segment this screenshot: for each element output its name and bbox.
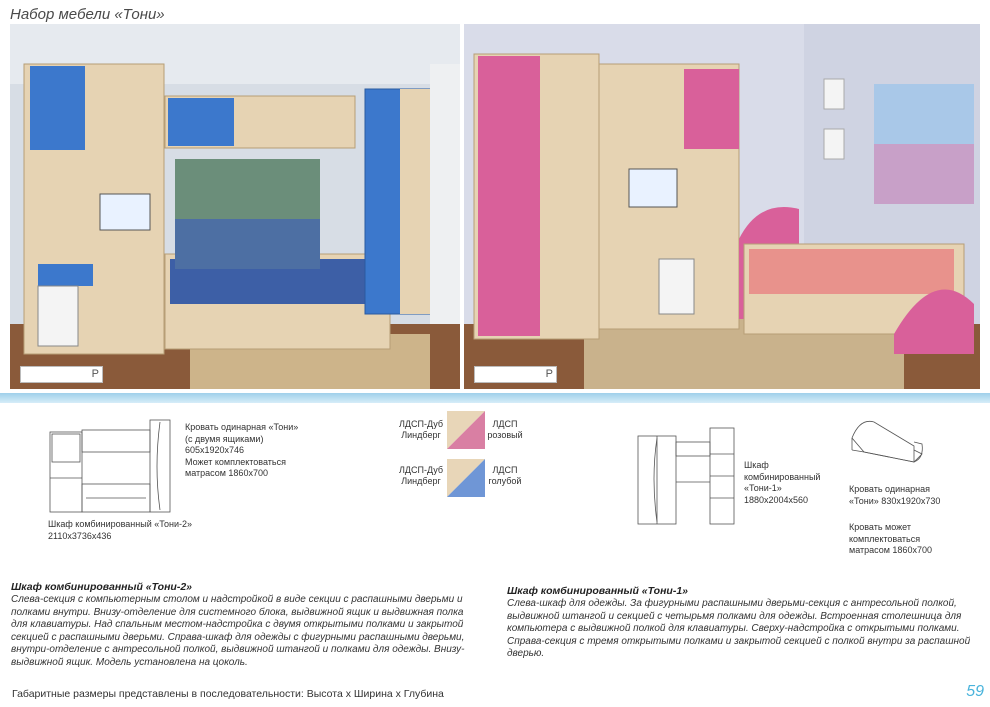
swatch-label-pink: ЛДСП розовый: [487, 419, 523, 440]
swatch-label-oak: ЛДСП-Дуб Линдберг: [398, 465, 443, 486]
divider-band: [0, 393, 990, 403]
toni1-drawing: [636, 424, 740, 528]
page-title: Набор мебели «Тони»: [10, 6, 165, 23]
toni1-description-body: Слева-шкаф для одежды. За фигурными распашными дверьми-секция с антресольной полкой, выдвижной штангой и секцией с четырьмя полками для одежды. Встроенная столешница для компьютера с выдвижной полкой для клавиатуры. Сверху-надстройка с открытыми полками. Справа-секция с тремя открытыми полками и закрытой секцией с полкой внутри за распашной дверью.: [507, 598, 971, 659]
toni1-spec: Шкаф комбинированный «Тони-1» 1880х2004х560: [744, 460, 821, 505]
price-box: P: [474, 366, 557, 383]
swatch-label-blue: ЛДСП голубой: [488, 465, 522, 486]
toni2-description-body: Слева-секция с компьютерным столом и надстройкой в виде секции с распашными дверьми и полками внутри. Внизу-отделение для системного блока, выдвижной ящик и выдвижная полка для клавиатуры. Над спальным местом-надстройка с двумя открытыми полками и закрытой секцией с распашными дверьми. Справа-шкаф для одежды с фигурными распашными дверьми, внутри-отделение с антресольной полкой, выдвижной штангой и полками для одежды. Внизу-выдвижной ящик. Модель установлена на цоколь.: [11, 594, 465, 668]
toni1-description-title: Шкаф комбинированный «Тони-1»: [507, 585, 689, 597]
dimensions-note: Габаритные размеры представлены в последовательности: Высота х Ширина х Глубина: [12, 688, 444, 700]
toni-bed-spec: Кровать одинарная «Тони» (с двумя ящиками) 605х1920х746 Может комплектоваться матрасом 1860х700: [185, 422, 299, 478]
toni2-room-photo: [10, 24, 460, 389]
page-number: 59: [966, 683, 984, 700]
swatch-oak-pink: [447, 411, 485, 449]
bed-mattress-note: Кровать может комплектоваться матрасом 1860х700: [849, 522, 932, 555]
swatch-oak-blue: [447, 459, 485, 497]
toni2-description-title: Шкаф комбинированный «Тони-2»: [11, 581, 193, 593]
toni1-description: [507, 585, 982, 661]
toni1-room-photo: [464, 24, 980, 389]
toni2-description: [11, 581, 476, 669]
single-bed-drawing: [848, 416, 928, 478]
toni2-drawing: [46, 418, 176, 518]
single-bed-spec: Кровать одинарная «Тони» 830х1920х730: [849, 484, 941, 506]
swatch-label-oak: ЛДСП-Дуб Линдберг: [398, 419, 443, 440]
toni2-drawing-caption: Шкаф комбинированный «Тони-2» 2110х3736х436: [48, 519, 193, 541]
price-box: P: [20, 366, 103, 383]
